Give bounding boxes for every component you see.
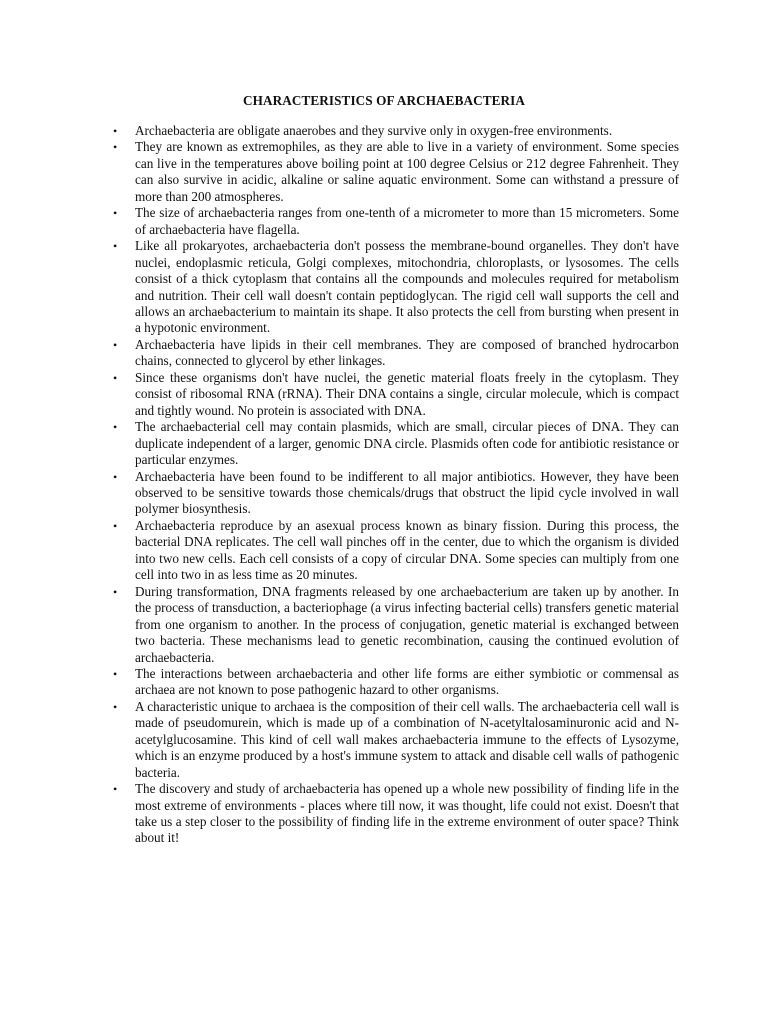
bullet-marker: • xyxy=(113,337,118,352)
list-item xyxy=(113,238,679,337)
bullet-marker: • xyxy=(113,666,118,681)
bullet-text: Archaebacteria have been found to be indifferent to all major antibiotics. However, they have been observed to be sensitive towards those chemicals/drugs that obstruct the lipid cycle involved in wall polymer biosynthesis. xyxy=(135,468,679,517)
list-item xyxy=(113,518,679,584)
list-item xyxy=(113,370,679,419)
bullet-text: They are known as extremophiles, as they are able to live in a variety of environment. Some species can live in the temperatures above boiling point at 100 degree Celsius or 212 degree Fahrenheit. They can also survive in acidic, alkaline or saline aquatic environment. Some can withstand a pressure of more than 200 atmospheres. xyxy=(135,139,679,204)
bullet-marker: • xyxy=(113,469,118,484)
list-item xyxy=(113,123,679,139)
list-item xyxy=(113,419,679,468)
bullet-text: The discovery and study of archaebacteria has opened up a whole new possibility of finding life in the most extreme of environments - places where till now, it was thought, life could not exist. Doesn't that take us a step closer to the possibility of finding life in the extreme environment of outer space? Think about it! xyxy=(135,781,679,846)
bullet-marker: • xyxy=(113,206,118,221)
list-item xyxy=(113,139,679,205)
bullet-text: Archaebacteria have lipids in their cell membranes. They are composed of branched hydrocarbon chains, connected to glycerol by ether linkages. xyxy=(135,336,679,369)
list-item xyxy=(113,337,679,370)
list-item xyxy=(113,781,679,847)
bullet-marker: • xyxy=(113,420,118,435)
bullet-text: The interactions between archaebacteria and other life forms are either symbiotic or commensal as archaea are not known to pose pathogenic hazard to other organisms. xyxy=(135,665,679,698)
bullet-marker: • xyxy=(113,239,118,254)
bullet-text: During transformation, DNA fragments released by one archaebacterium are taken up by another. In the process of transduction, a bacteriophage (a virus infecting bacterial cells) transfers genetic material from one organism to another. In the process of conjugation, genetic material is exchanged between two bacteria. These mechanisms lead to genetic recombination, causing the continued evolution of archaebacteria. xyxy=(135,583,679,665)
bullet-text: The size of archaebacteria ranges from one-tenth of a micrometer to more than 15 micrometers. Some of archaebacteria have flagella. xyxy=(135,205,679,237)
bullet-text: Since these organisms don't have nuclei, the genetic material floats freely in the cytoplasm. They consist of ribosomal RNA (rRNA). Their DNA contains a single, circular molecule, which is compact and tightly wound. No protein is associated with DNA. xyxy=(135,369,679,418)
list-item xyxy=(113,584,679,666)
bullet-marker: • xyxy=(113,584,118,599)
list-item xyxy=(113,205,679,238)
bullet-text: Archaebacteria are obligate anaerobes and they survive only in oxygen-free environments. xyxy=(135,123,613,138)
bullet-text: A characteristic unique to archaea is the composition of their cell walls. The archaebacteria cell wall is made of pseudomurein, which is made up of a combination of N-acetyltalosaminuronic acid and N-acetylglucosamine. This kind of cell wall makes archaebacteria immune to the effects of Lysozyme, which is an enzyme produced by a host's immune system to attack and disable cell walls of pathogenic bacteria. xyxy=(135,698,679,780)
bullet-text: Like all prokaryotes, archaebacteria don't possess the membrane-bound organelles. They don't have nuclei, endoplasmic reticula, Golgi complexes, mitochondria, chloroplasts, or lysosomes. The cells consist of a thick cytoplasm that contains all the compounds and molecules required for metabolism and nutrition. Their cell wall doesn't contain peptidoglycan. The rigid cell wall supports the cell and allows an archaebacterium to maintain its shape. It also protects the cell from bursting when present in a hypotonic environment. xyxy=(135,238,679,336)
bullet-marker: • xyxy=(113,124,118,138)
bullet-marker: • xyxy=(113,699,118,714)
bullet-list xyxy=(113,123,679,847)
bullet-marker: • xyxy=(113,370,118,385)
bullet-text: The archaebacterial cell may contain plasmids, which are small, circular pieces of DNA. They can duplicate independent of a larger, genomic DNA circle. Plasmids often code for antibiotic resistance or particular enzymes. xyxy=(135,419,679,468)
bullet-marker: • xyxy=(113,518,118,533)
bullet-marker: • xyxy=(113,140,118,155)
list-item xyxy=(113,666,679,699)
bullet-text: Archaebacteria reproduce by an asexual process known as binary fission. During this process, the bacterial DNA replicates. The cell wall pinches off in the center, due to which the organism is divided into two new cells. Each cell consists of a copy of circular DNA. Some species can multiply from one cell into two in as less time as 20 minutes. xyxy=(135,517,679,583)
page-title: CHARACTERISTICS OF ARCHAEBACTERIA xyxy=(243,93,525,108)
list-item xyxy=(113,699,679,781)
list-item xyxy=(113,469,679,518)
bullet-marker: • xyxy=(113,782,118,797)
